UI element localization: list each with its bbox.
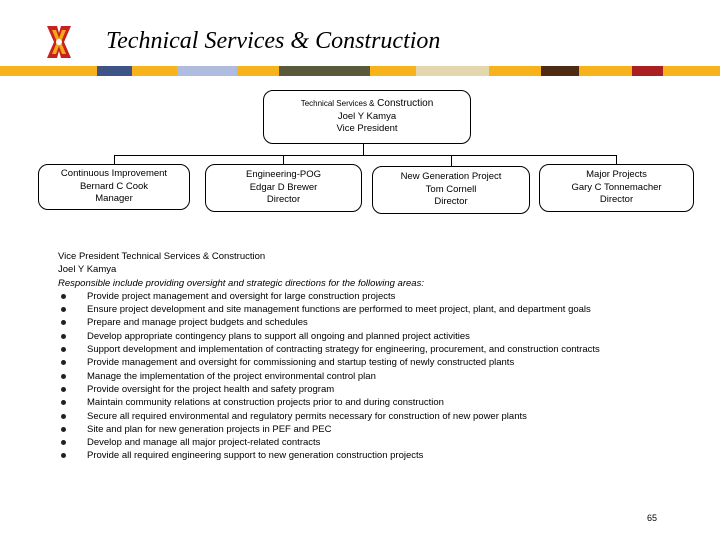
list-item [58, 449, 658, 462]
org-box-name: Gary C Tonnemacher [571, 181, 662, 193]
bullet-icon [61, 387, 66, 392]
org-box-vice-president [263, 90, 471, 144]
list-item-text: Develop and manage all major project-related contracts [87, 437, 321, 449]
org-box-title: Engineering-POG [246, 169, 321, 181]
responsibility-list [58, 290, 658, 463]
org-box-name: Tom Cornell [425, 183, 477, 195]
list-item-text: Ensure project development and site management functions are performed to meet project, plant, and department goals [87, 304, 591, 316]
bullet-icon [61, 440, 66, 445]
list-item-text: Maintain community relations at construction projects prior to and during construction [87, 397, 444, 409]
color-bar-segment [632, 66, 663, 76]
bullet-icon [61, 334, 66, 339]
list-item-text: Site and plan for new generation projects in PEF and PEC [87, 423, 332, 435]
list-item [58, 396, 658, 409]
org-box-engineering-pog [205, 164, 362, 212]
list-item [58, 330, 658, 343]
company-logo-icon [44, 23, 74, 61]
description-intro: Responsible include providing oversight and strategic directions for the following areas: [58, 277, 424, 289]
org-box-vp-name: Joel Y Kamya [337, 110, 397, 122]
list-item [58, 343, 658, 356]
list-item [58, 436, 658, 449]
color-bar-segment [663, 66, 720, 76]
org-box-name: Edgar D Brewer [249, 181, 318, 193]
list-item [58, 423, 658, 436]
list-item [58, 370, 658, 383]
color-bar-segment [97, 66, 132, 76]
color-bar-segment [177, 66, 237, 76]
bullet-icon [61, 347, 66, 352]
color-bar-segment [279, 66, 370, 76]
list-item-text: Prepare and manage project budgets and schedules [87, 317, 308, 329]
bullet-icon [61, 400, 66, 405]
org-box-new-generation-project [372, 166, 530, 214]
list-item [58, 383, 658, 396]
page-number: 65 [647, 513, 658, 523]
color-bar-segment [416, 66, 489, 76]
org-box-vp-dept-suffix: Construction [377, 98, 434, 110]
org-box-name: Bernard C Cook [79, 180, 149, 192]
header-color-bar [0, 66, 720, 76]
list-item-text: Provide all required engineering support to new generation construction projects [87, 450, 424, 462]
bullet-icon [61, 427, 66, 432]
description-name: Joel Y Kamya [58, 264, 117, 276]
org-box-role: Director [599, 194, 634, 206]
org-box-major-projects [539, 164, 694, 212]
list-item-text: Manage the implementation of the project environmental control plan [87, 370, 376, 382]
color-bar-segment [237, 66, 279, 76]
bullet-icon [61, 374, 66, 379]
list-item [58, 290, 658, 303]
org-box-vp-role: Vice President [336, 123, 398, 135]
list-item-text: Provide project management and oversight for large construction projects [87, 290, 396, 302]
color-bar-segment [579, 66, 632, 76]
org-box-vp-dept-prefix: Technical Services & [300, 99, 375, 109]
bullet-icon [61, 307, 66, 312]
connector-horizontal [114, 155, 617, 156]
role-description [58, 250, 658, 463]
org-box-role: Director [266, 194, 301, 206]
color-bar-segment [0, 66, 47, 76]
bullet-icon [61, 294, 66, 299]
org-box-role: Director [434, 196, 468, 208]
list-item [58, 316, 658, 329]
page-title: Technical Services & Construction [106, 28, 441, 54]
org-box-title: Major Projects [586, 169, 647, 181]
list-item [58, 303, 658, 316]
list-item [58, 410, 658, 423]
description-heading: Vice President Technical Services & Construction [58, 251, 266, 262]
org-box-continuous-improvement [38, 164, 190, 210]
color-bar-segment [541, 66, 579, 76]
bullet-icon [61, 453, 66, 458]
org-box-title: New Generation Project [400, 171, 502, 183]
list-item [58, 356, 658, 369]
org-box-title: Continuous Improvement [60, 168, 168, 180]
bullet-icon [61, 360, 66, 365]
org-box-role: Manager [95, 193, 133, 205]
color-bar-segment [132, 66, 177, 76]
org-box-vp-dept [301, 98, 434, 111]
bullet-icon [61, 320, 66, 325]
list-item-text: Support development and implementation of contracting strategy for engineering, procurement, and construction contracts [87, 344, 600, 356]
color-bar-segment [489, 66, 541, 76]
list-item-text: Secure all required environmental and regulatory permits necessary for construction of new power plants [87, 410, 527, 422]
list-item-text: Provide management and oversight for commissioning and startup testing of newly constructed plants [87, 357, 515, 369]
color-bar-segment [47, 66, 97, 76]
connector-vertical-top [363, 144, 364, 155]
bullet-icon [61, 414, 66, 419]
list-item-text: Provide oversight for the project health and safety program [87, 383, 335, 395]
list-item-text: Develop appropriate contingency plans to support all ongoing and planned project activities [87, 330, 470, 342]
color-bar-segment [370, 66, 416, 76]
